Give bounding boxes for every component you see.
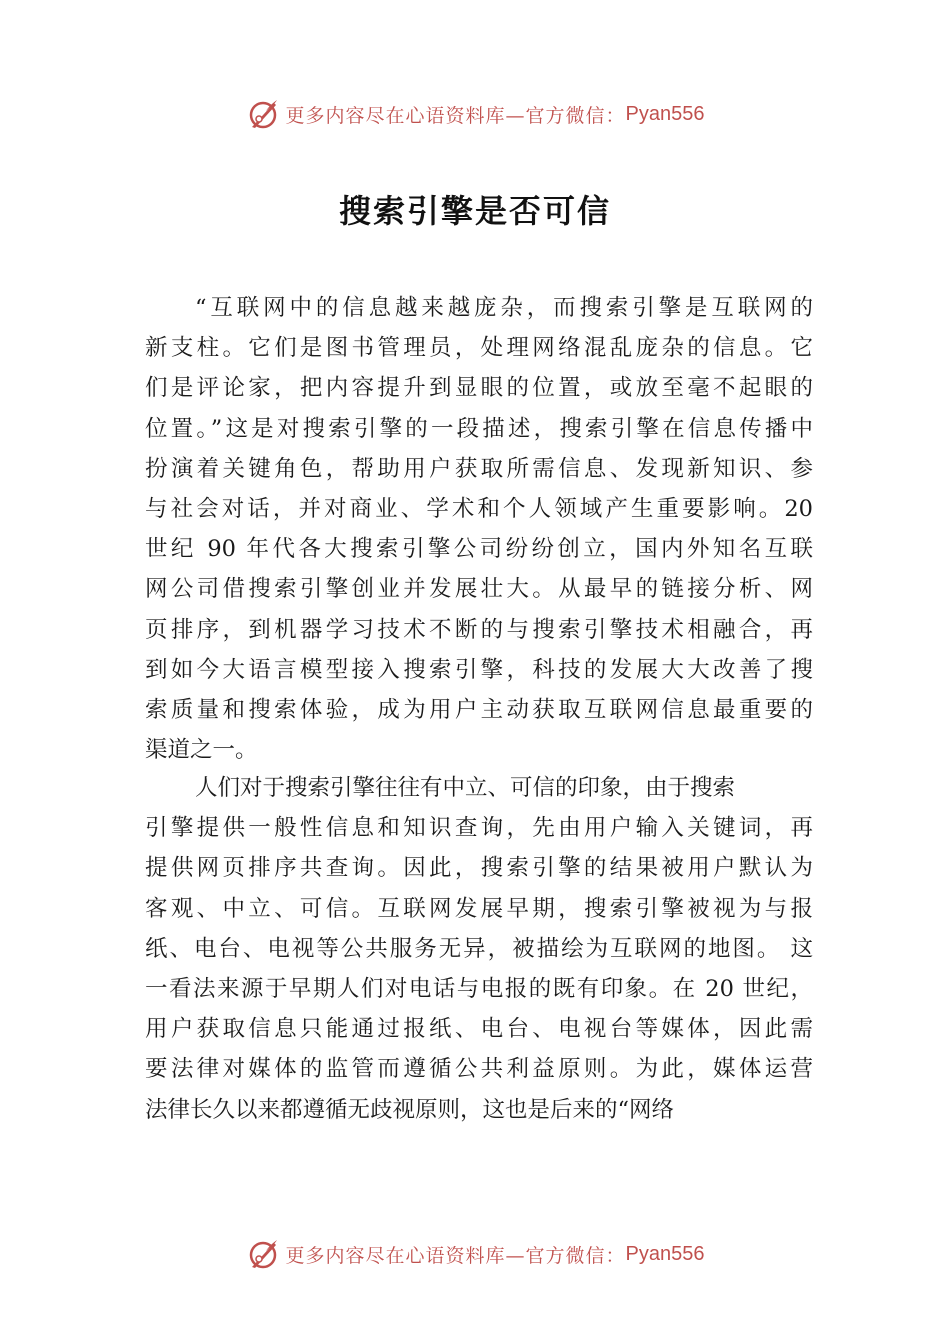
paragraph-2	[145, 768, 813, 1130]
text-line: 扮演着关键角色，帮助用户获取所需信息、发现新知识、参	[145, 455, 813, 482]
quill-pen-logo-icon	[246, 1237, 280, 1271]
header-banner-text: 更多内容尽在心语资料库—官方微信：	[285, 104, 626, 127]
text-line: 客观、中立、可信。互联网发展早期，搜索引擎被视为与报	[145, 895, 813, 922]
header-banner	[0, 94, 950, 134]
footer-banner	[0, 1234, 950, 1274]
paragraph-1	[145, 288, 813, 770]
text-line: 法律长久以来都遵循无歧视原则，这也是后来的“网络	[145, 1096, 675, 1123]
text-line: 到如今大语言模型接入搜索引擎，科技的发展大大改善了搜	[145, 656, 813, 683]
text-line: 提供网页排序共查询。因此，搜索引擎的结果被用户默认为	[145, 855, 813, 882]
text-line: 们是评论家，把内容提升到显眼的位置，或放至毫不起眼的	[145, 375, 813, 402]
text-line: 要法律对媒体的监管而遵循公共利益原则。为此，媒体运营	[145, 1056, 813, 1083]
text-line: 渠道之一。	[145, 737, 258, 764]
text-line: 纸、电台、电视等公共服务无异，被描绘为互联网的地图。 这	[145, 935, 813, 962]
text-line: 位置。”这是对搜索引擎的一段描述，搜索引擎在信息传播中	[145, 415, 813, 442]
text-line: 世纪 90 年代各大搜索引擎公司纷纷创立，国内外知名互联	[145, 536, 813, 563]
footer-banner-text: 更多内容尽在心语资料库—官方微信：	[285, 1244, 626, 1267]
document-title: 搜索引擎是否可信	[338, 192, 611, 230]
header-wechat-id: Pyan556	[625, 102, 705, 125]
text-line: 页排序，到机器学习技术不断的与搜索引擎技术相融合，再	[145, 616, 813, 643]
text-line: 索质量和搜索体验，成为用户主动获取互联网信息最重要的	[145, 697, 813, 724]
text-line: 新支柱。它们是图书管理员，处理网络混乱庞杂的信息。它	[145, 335, 813, 362]
text-line: 人们对于搜索引擎往往有中立、可信的印象，由于搜索	[195, 775, 736, 801]
text-line: 用户获取信息只能通过报纸、电台、电视台等媒体，因此需	[145, 1016, 813, 1043]
footer-wechat-id: Pyan556	[625, 1242, 705, 1265]
text-line: “互联网中的信息越来越庞杂，而搜索引擎是互联网的	[195, 295, 813, 321]
text-line: 引擎提供一般性信息和知识查询，先由用户输入关键词，再	[145, 815, 813, 842]
quill-pen-logo-icon	[246, 97, 280, 131]
text-line: 一看法来源于早期人们对电话与电报的既有印象。在 20 世纪，	[145, 976, 813, 1003]
text-line: 网公司借搜索引擎创业并发展壮大。从最早的链接分析、网	[145, 576, 813, 603]
text-line: 与社会对话，并对商业、学术和个人领域产生重要影响。20	[145, 496, 813, 523]
